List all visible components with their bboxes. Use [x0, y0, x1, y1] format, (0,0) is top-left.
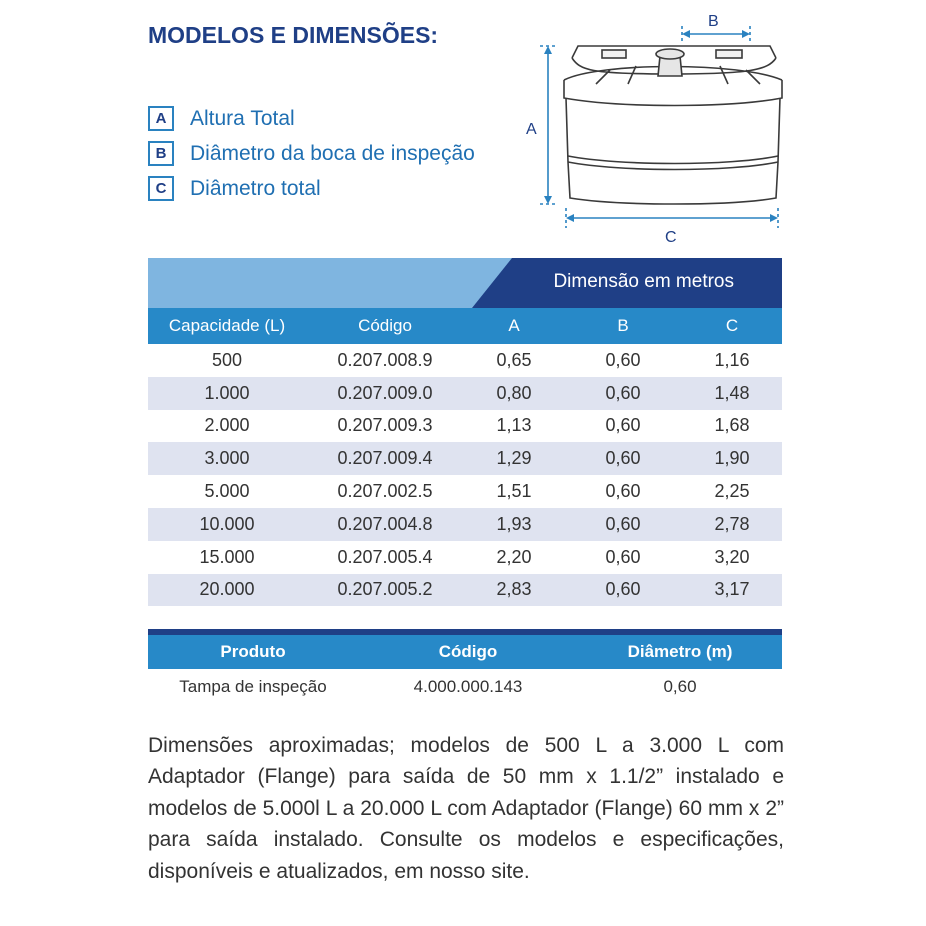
- cell-c: 2,78: [714, 513, 750, 534]
- cell-capacity: 15.000: [199, 546, 255, 567]
- cell-c: 1,68: [714, 415, 750, 436]
- cell-b: 0,60: [605, 382, 641, 403]
- cell-diameter: 0,60: [663, 677, 697, 696]
- cell-code: 0.207.008.9: [337, 349, 433, 370]
- cell-code: 0.207.009.3: [337, 415, 433, 436]
- cell-c: 2,25: [714, 481, 750, 502]
- legend-label-c: Diâmetro total: [190, 176, 321, 200]
- cell-a: 1,13: [496, 415, 532, 436]
- cell-code: 0.207.005.2: [337, 579, 433, 600]
- table-row: [148, 669, 782, 705]
- column-header-product: Produto: [220, 642, 286, 661]
- cell-a: 1,29: [496, 448, 532, 469]
- page-title: MODELOS E DIMENSÕES:: [148, 22, 439, 48]
- legend-item-a: [148, 101, 475, 136]
- legend-item-c: [148, 171, 475, 206]
- cell-a: 1,51: [496, 481, 532, 502]
- column-header-a: A: [508, 316, 520, 335]
- inspection-lid-table: [148, 629, 782, 705]
- table-header-row: [148, 635, 782, 669]
- cell-code: 0.207.009.0: [337, 382, 433, 403]
- cell-b: 0,60: [605, 579, 641, 600]
- dimension-label-b: B: [708, 13, 719, 30]
- table-row: [148, 410, 782, 443]
- table-row: [148, 475, 782, 508]
- legend-item-b: [148, 136, 475, 171]
- cell-b: 0,60: [605, 415, 641, 436]
- table-row: [148, 344, 782, 377]
- table-row: [148, 541, 782, 574]
- dimension-legend: [148, 101, 475, 206]
- column-header-code: Código: [358, 316, 412, 335]
- cell-code: 4.000.000.143: [413, 677, 523, 696]
- legend-label-a: Altura Total: [190, 106, 295, 130]
- cell-capacity: 5.000: [204, 481, 250, 502]
- cell-capacity: 3.000: [204, 448, 250, 469]
- cell-c: 3,17: [714, 579, 750, 600]
- dimensions-table: [148, 258, 782, 606]
- legend-key-c: C: [148, 176, 174, 201]
- cell-a: 1,93: [496, 513, 532, 534]
- cell-product: Tampa de inspeção: [179, 677, 327, 696]
- column-header-b: B: [617, 316, 629, 335]
- cell-c: 1,16: [714, 349, 750, 370]
- cell-capacity: 2.000: [204, 415, 250, 436]
- cell-code: 0.207.002.5: [337, 481, 433, 502]
- cell-b: 0,60: [605, 481, 641, 502]
- legend-key-b: B: [148, 141, 174, 166]
- dimension-label-c: C: [665, 229, 677, 246]
- cell-c: 1,90: [714, 448, 750, 469]
- cell-code: 0.207.004.8: [337, 513, 433, 534]
- dimension-label-a: A: [526, 121, 537, 138]
- table-row: [148, 377, 782, 410]
- cell-capacity: 10.000: [199, 513, 255, 534]
- cell-capacity: 20.000: [199, 579, 255, 600]
- cell-a: 2,20: [496, 546, 532, 567]
- table-row: [148, 442, 782, 475]
- cell-b: 0,60: [605, 513, 641, 534]
- dimension-line-c: [566, 208, 778, 228]
- dimension-line-a: [540, 46, 558, 204]
- legend-label-b: Diâmetro da boca de inspeção: [190, 141, 475, 165]
- tank-diagram: [520, 0, 800, 260]
- cell-a: 2,83: [496, 579, 532, 600]
- cell-code: 0.207.005.4: [337, 546, 433, 567]
- table-row: [148, 508, 782, 541]
- column-header-capacity: Capacidade (L): [168, 316, 286, 335]
- table-title-band: [148, 258, 782, 308]
- cell-b: 0,60: [605, 349, 641, 370]
- water-tank-illustration: [564, 46, 782, 204]
- cell-a: 0,80: [496, 382, 532, 403]
- cell-a: 0,65: [496, 349, 532, 370]
- cell-capacity: 1.000: [204, 382, 250, 403]
- table-header-row: [148, 308, 782, 344]
- table-title: Dimensão em metros: [553, 271, 734, 292]
- cell-c: 3,20: [714, 546, 750, 567]
- cell-b: 0,60: [605, 448, 641, 469]
- cell-capacity: 500: [211, 349, 243, 370]
- column-header-diameter: Diâmetro (m): [627, 642, 733, 661]
- cell-b: 0,60: [605, 546, 641, 567]
- table-row: [148, 574, 782, 607]
- column-header-code: Código: [438, 642, 498, 661]
- footnote-text: Dimensões aproximadas; modelos de 500 L a 3.000 L com Adaptador (Flange) para saída de 50 mm x 1.1/2” instalado e modelos de 5.000l L a 20.000 L com Adaptador (Flange) 60 mm x 2” para saída instalado. Consulte os modelos e especificações, disponíveis e atualizados, em nosso site.: [148, 734, 784, 883]
- column-header-c: C: [725, 316, 739, 335]
- legend-key-a: A: [148, 106, 174, 131]
- cell-code: 0.207.009.4: [337, 448, 433, 469]
- cell-c: 1,48: [714, 382, 750, 403]
